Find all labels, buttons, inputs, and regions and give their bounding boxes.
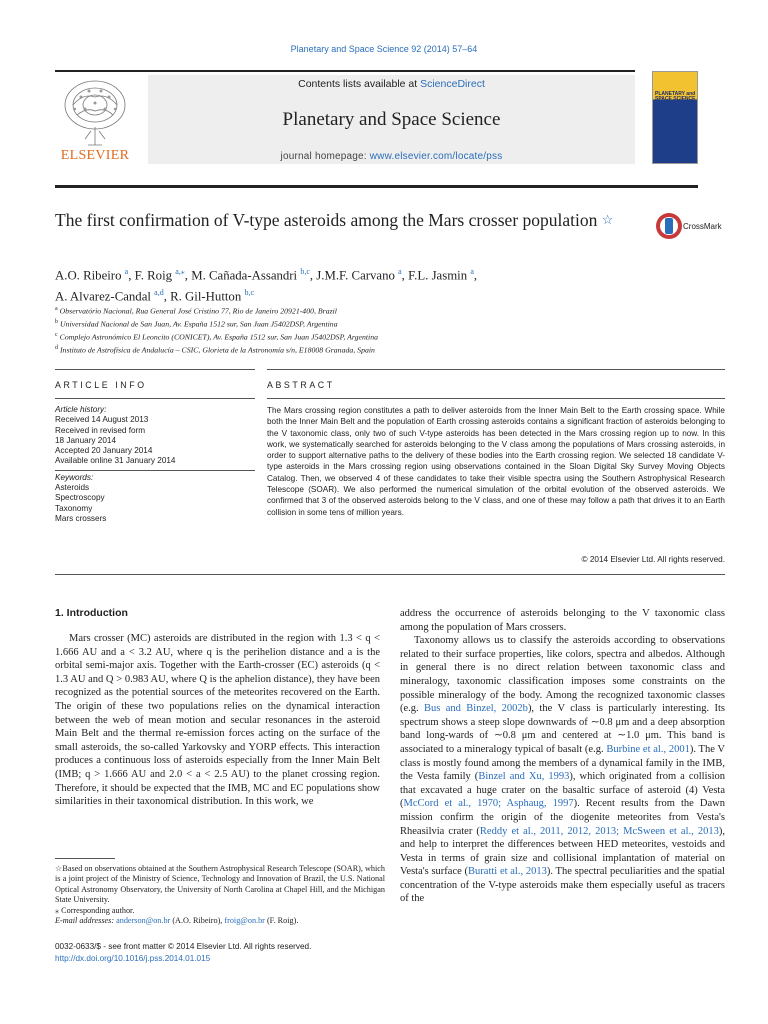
intro-paragraph-2	[400, 634, 725, 906]
homepage-link[interactable]: www.elsevier.com/locate/pss	[369, 151, 503, 162]
crossmark-label[interactable]: CrossMark	[683, 222, 722, 231]
sciencedirect-link[interactable]: ScienceDirect	[420, 78, 485, 90]
author-name: A.O. Ribeiro	[55, 268, 122, 283]
journal-cover-thumbnail	[652, 71, 698, 164]
keyword: Spectroscopy	[55, 493, 105, 503]
ref-link[interactable]: Binzel and Xu, 1993	[478, 771, 570, 783]
para-text: Taxonomy allows us to classify the asteroids according to observations related to their surface properties, like colors, spectra and albedos. Although in general there is no direct relation between taxonomic class and mineralogy, taxonomic classification imposes some constraints on the possible mineralogy of the body. Among the recognized taxonomic classes (e.g.	[400, 635, 725, 715]
contents-available	[148, 78, 635, 90]
email-label: E-mail addresses:	[55, 916, 117, 926]
para-text: ), which originated from a collision that excavated a huge crater on the basaltic surface of asteroid (4) Vesta (	[400, 771, 725, 810]
abstract-text: The Mars crossing region constitutes a path to deliver asteroids from the Inner Main Belt to the Earth crossing space. While both the Inner Main Belt and the population of Earth crossing asteroids contains a significant fraction of asteroids belonging to the V taxonomic class, only two of such V-type asteroids has been detected in the Mars crossing region up to now. In this work, we systematically searched for asteroids belonging to the V class among the populations of Mars crossing asteroids, in order to support alternative paths to the delivery of these bodies into the Earth crossing region. We selected 18 candidate V-type asteroids in the Mars crossing region using observations contained in the Sloan Digital Sky Survey Moving Objects Catalog. Then, we observed 4 of these candidates to take their visible spectra using the Southern Astrophysical Research Telescope (SOAR). We also performed the numerical simulation of the orbital evolution of the observed asteroids. We confirmed that 3 of the observed asteroids belong to the V class, and one of these may follow a path that drives it to an Earth collision in some tens of million years.	[267, 406, 725, 517]
homepage-label: journal homepage:	[280, 151, 370, 162]
affiliation-text: Universidad Nacional de San Juan, Av. España 1512 sur, San Juan J5402DSP, Argentina	[59, 319, 338, 329]
affiliations	[55, 304, 655, 356]
header-bottom-rule	[55, 185, 698, 188]
para-text: ). The V class is mostly found among the members of a dynamical family in the IMB, the Vesta family (	[400, 743, 726, 783]
info-divider	[55, 470, 255, 471]
footnote-mark: ☆	[55, 864, 63, 873]
history-item: Received in revised form	[55, 425, 146, 435]
article-info-top-rule	[55, 369, 255, 370]
para-text: ), and help to interpret the differences between HED meteorites, vestoids and Vesta in terms of grain size and collisional implantation of material on Vesta's surface (	[400, 825, 725, 878]
article-info	[55, 405, 255, 524]
ref-link[interactable]: Burbine et al., 2001	[606, 743, 690, 755]
affiliation-text: Observatório Nacional, Rua General José Cristino 77, Rio de Janeiro 20921-400, Brazil	[59, 306, 337, 316]
article-info-heading: ARTICLE INFO	[55, 380, 147, 390]
abstract-copyright: © 2014 Elsevier Ltd. All rights reserved.	[581, 555, 725, 564]
body-left-column	[55, 632, 380, 809]
issn-doi-block	[55, 941, 395, 964]
affiliation-key: b	[55, 319, 58, 326]
author-aff[interactable]: b,c	[244, 288, 254, 298]
contents-prefix: Contents lists available at	[298, 78, 421, 90]
abstract-mid-rule	[267, 398, 725, 399]
email-addresses	[55, 916, 385, 926]
affiliation-key: c	[55, 332, 58, 339]
article-info-mid-rule	[55, 398, 255, 399]
cover-title: PLANETARY and SPACE SCIENCE	[655, 91, 696, 102]
history-label: Article history:	[55, 405, 107, 414]
author-name: F.L. Jasmin	[408, 268, 468, 283]
author-aff[interactable]: a	[398, 267, 402, 276]
author-name: M. Cañada-Assandri	[191, 268, 298, 283]
email-owner: (F. Roig).	[264, 916, 299, 926]
author-name: A. Alvarez-Candal	[55, 289, 151, 304]
header-top-rule	[55, 70, 635, 72]
title-footnote-mark[interactable]: ☆	[601, 212, 614, 227]
abstract-bottom-rule	[55, 574, 725, 575]
authors-line-2: A. Alvarez-Candal $^{a,d}$, R. Gil-Hutton $^{b,c}$	[55, 288, 254, 304]
history-item: Received 14 August 2013	[55, 415, 149, 425]
para-text: ). The spectral peculiarities and the spatial concentration of the V-type asteroids make them especially useful as tracers of the	[400, 866, 725, 905]
author-name: R. Gil-Hutton	[170, 289, 242, 304]
email-link[interactable]: anderson@on.br	[116, 916, 171, 926]
footnote-text: Based on observations obtained at the Southern Astrophysical Research Telescope (SOAR), which is a joint project of the Ministry of Science, Technology and Innovation of Brazil, the U.S. National Optical Astronomy Observatory, the University of North Carolina at Chapel Hill, and the Michigan State University.	[55, 864, 386, 905]
footnote-rule	[55, 858, 115, 859]
keyword: Taxonomy	[55, 503, 93, 513]
journal-banner	[148, 75, 635, 164]
journal-title: Planetary and Space Science	[282, 109, 501, 130]
keyword: Asteroids	[55, 483, 90, 493]
author-aff[interactable]: a,⁎	[175, 267, 185, 276]
email-link[interactable]: froig@on.br	[224, 916, 265, 926]
abstract-heading: ABSTRACT	[267, 380, 335, 390]
intro-paragraph-1: Mars crosser (MC) asteroids are distributed in the region with 1.3 < q < 1.666 AU and a < 3.2 AU, where q is the perihelion distance and a is the orbital semi-major axis. Together with the Earth-crosser (EC) asteroids (q < 1.3 AU and Q > 0.983 AU, where Q is the aphelion distance), they have been recognized as the potential sources of the meteorites recovered on the Earth. The origin of these two populations relies on the dynamical interaction between the web of mean motion and secular resonances in the asteroid Main Belt and the thermal re-emission forces acting on the surface of the small asteroids, the so-called Yarkovsky and YORP effects. This interaction produces a continuous loss of asteroids especially from the Inner Main Belt (IMB; q > 1.666 AU and 2.0 < a < 2.5 AU) to the planet crossing region. Therefore, it should be expected that the IMB, MC and EC populations show similarities in their taxonomical distribution. In this work, we	[55, 633, 380, 808]
history-item: Accepted 20 January 2014	[55, 446, 153, 456]
author-aff[interactable]: a,d	[154, 288, 164, 298]
section-heading-introduction: 1. Introduction	[55, 607, 128, 619]
history-item: Available online 31 January 2014	[55, 456, 176, 466]
ref-link[interactable]: Reddy et al., 2011, 2012, 2013; McSween et al., 2013	[479, 825, 719, 837]
author-aff[interactable]: a	[470, 267, 474, 276]
para-text: ), the V class is particularly interesting. Its spectrum shows a steep slope downwards of ∼0.8 μm and a deep absorption band long-wards of ∼0.8 μm and centered at ∼1.0 μm. This band is associated to a mineralogy typical of basalt (e.g.	[400, 703, 725, 755]
author-aff[interactable]: b,c	[300, 267, 310, 276]
affiliation-b	[55, 317, 655, 330]
ref-link[interactable]: Bus and Binzel, 2002b	[424, 703, 528, 715]
affiliation-c	[55, 330, 655, 343]
keywords-label: Keywords:	[55, 472, 94, 482]
footnotes	[55, 864, 385, 926]
affiliation-key: d	[55, 345, 58, 352]
affiliation-key: a	[55, 306, 58, 312]
author-aff[interactable]: a	[124, 267, 129, 276]
intro-paragraph-1-cont: address the occurrence of asteroids belonging to the V taxonomic class among the population of Mars crossers.	[400, 608, 725, 633]
email-owner: (A.O. Ribeiro),	[170, 916, 225, 926]
corresponding-author-note: ⁎ Corresponding author.	[55, 905, 135, 915]
ref-link[interactable]: Buratti et al., 2013	[468, 866, 547, 878]
affiliation-d	[55, 343, 655, 356]
author-list	[55, 263, 655, 306]
body-right-column	[400, 607, 725, 906]
authors-line-1: A.O. Ribeiro $^a$, F. Roig $^{a,⁎}$, M. Cañada-Assandri $^{b,c}$, J.M.F. Carvano $^a$, F.L. Jasmin $^a$,	[55, 267, 478, 283]
article-title-text: The first confirmation of V-type asteroids among the Mars crosser population	[55, 210, 598, 230]
funding-footnote	[55, 864, 385, 906]
affiliation-text: Complejo Astronómico El Leoncito (CONICET), Av. España 1512 sur, San Juan J5402DSP, Argentina	[59, 332, 378, 342]
ref-link[interactable]: McCord et al., 1970; Asphaug, 1997	[403, 798, 574, 810]
keyword: Mars crossers	[55, 513, 107, 523]
journal-homepage	[148, 151, 635, 162]
elsevier-wordmark: ELSEVIER	[60, 148, 130, 163]
affiliation-a	[55, 304, 655, 317]
affiliation-text: Instituto de Astrofísica de Andalucía – CSIC, Glorieta de la Astronomía s/n, E18008 Granada, Spain	[59, 345, 375, 355]
abstract-top-rule	[267, 369, 725, 370]
journal-citation[interactable]: Planetary and Space Science 92 (2014) 57–64	[290, 44, 478, 54]
author-name: J.M.F. Carvano	[316, 268, 395, 283]
author-name: F. Roig	[134, 268, 173, 283]
history-item: 18 January 2014	[55, 435, 116, 445]
article-title	[55, 209, 615, 231]
doi-link[interactable]: http://dx.doi.org/10.1016/j.pss.2014.01.015	[55, 953, 211, 963]
issn-line: 0032-0633/$ - see front matter © 2014 Elsevier Ltd. All rights reserved.	[55, 942, 312, 951]
para-text: ). Recent results from the Dawn mission confirm the origin of the diogenite meteorites from Vesta's Rheasilvia crater (	[400, 798, 725, 837]
